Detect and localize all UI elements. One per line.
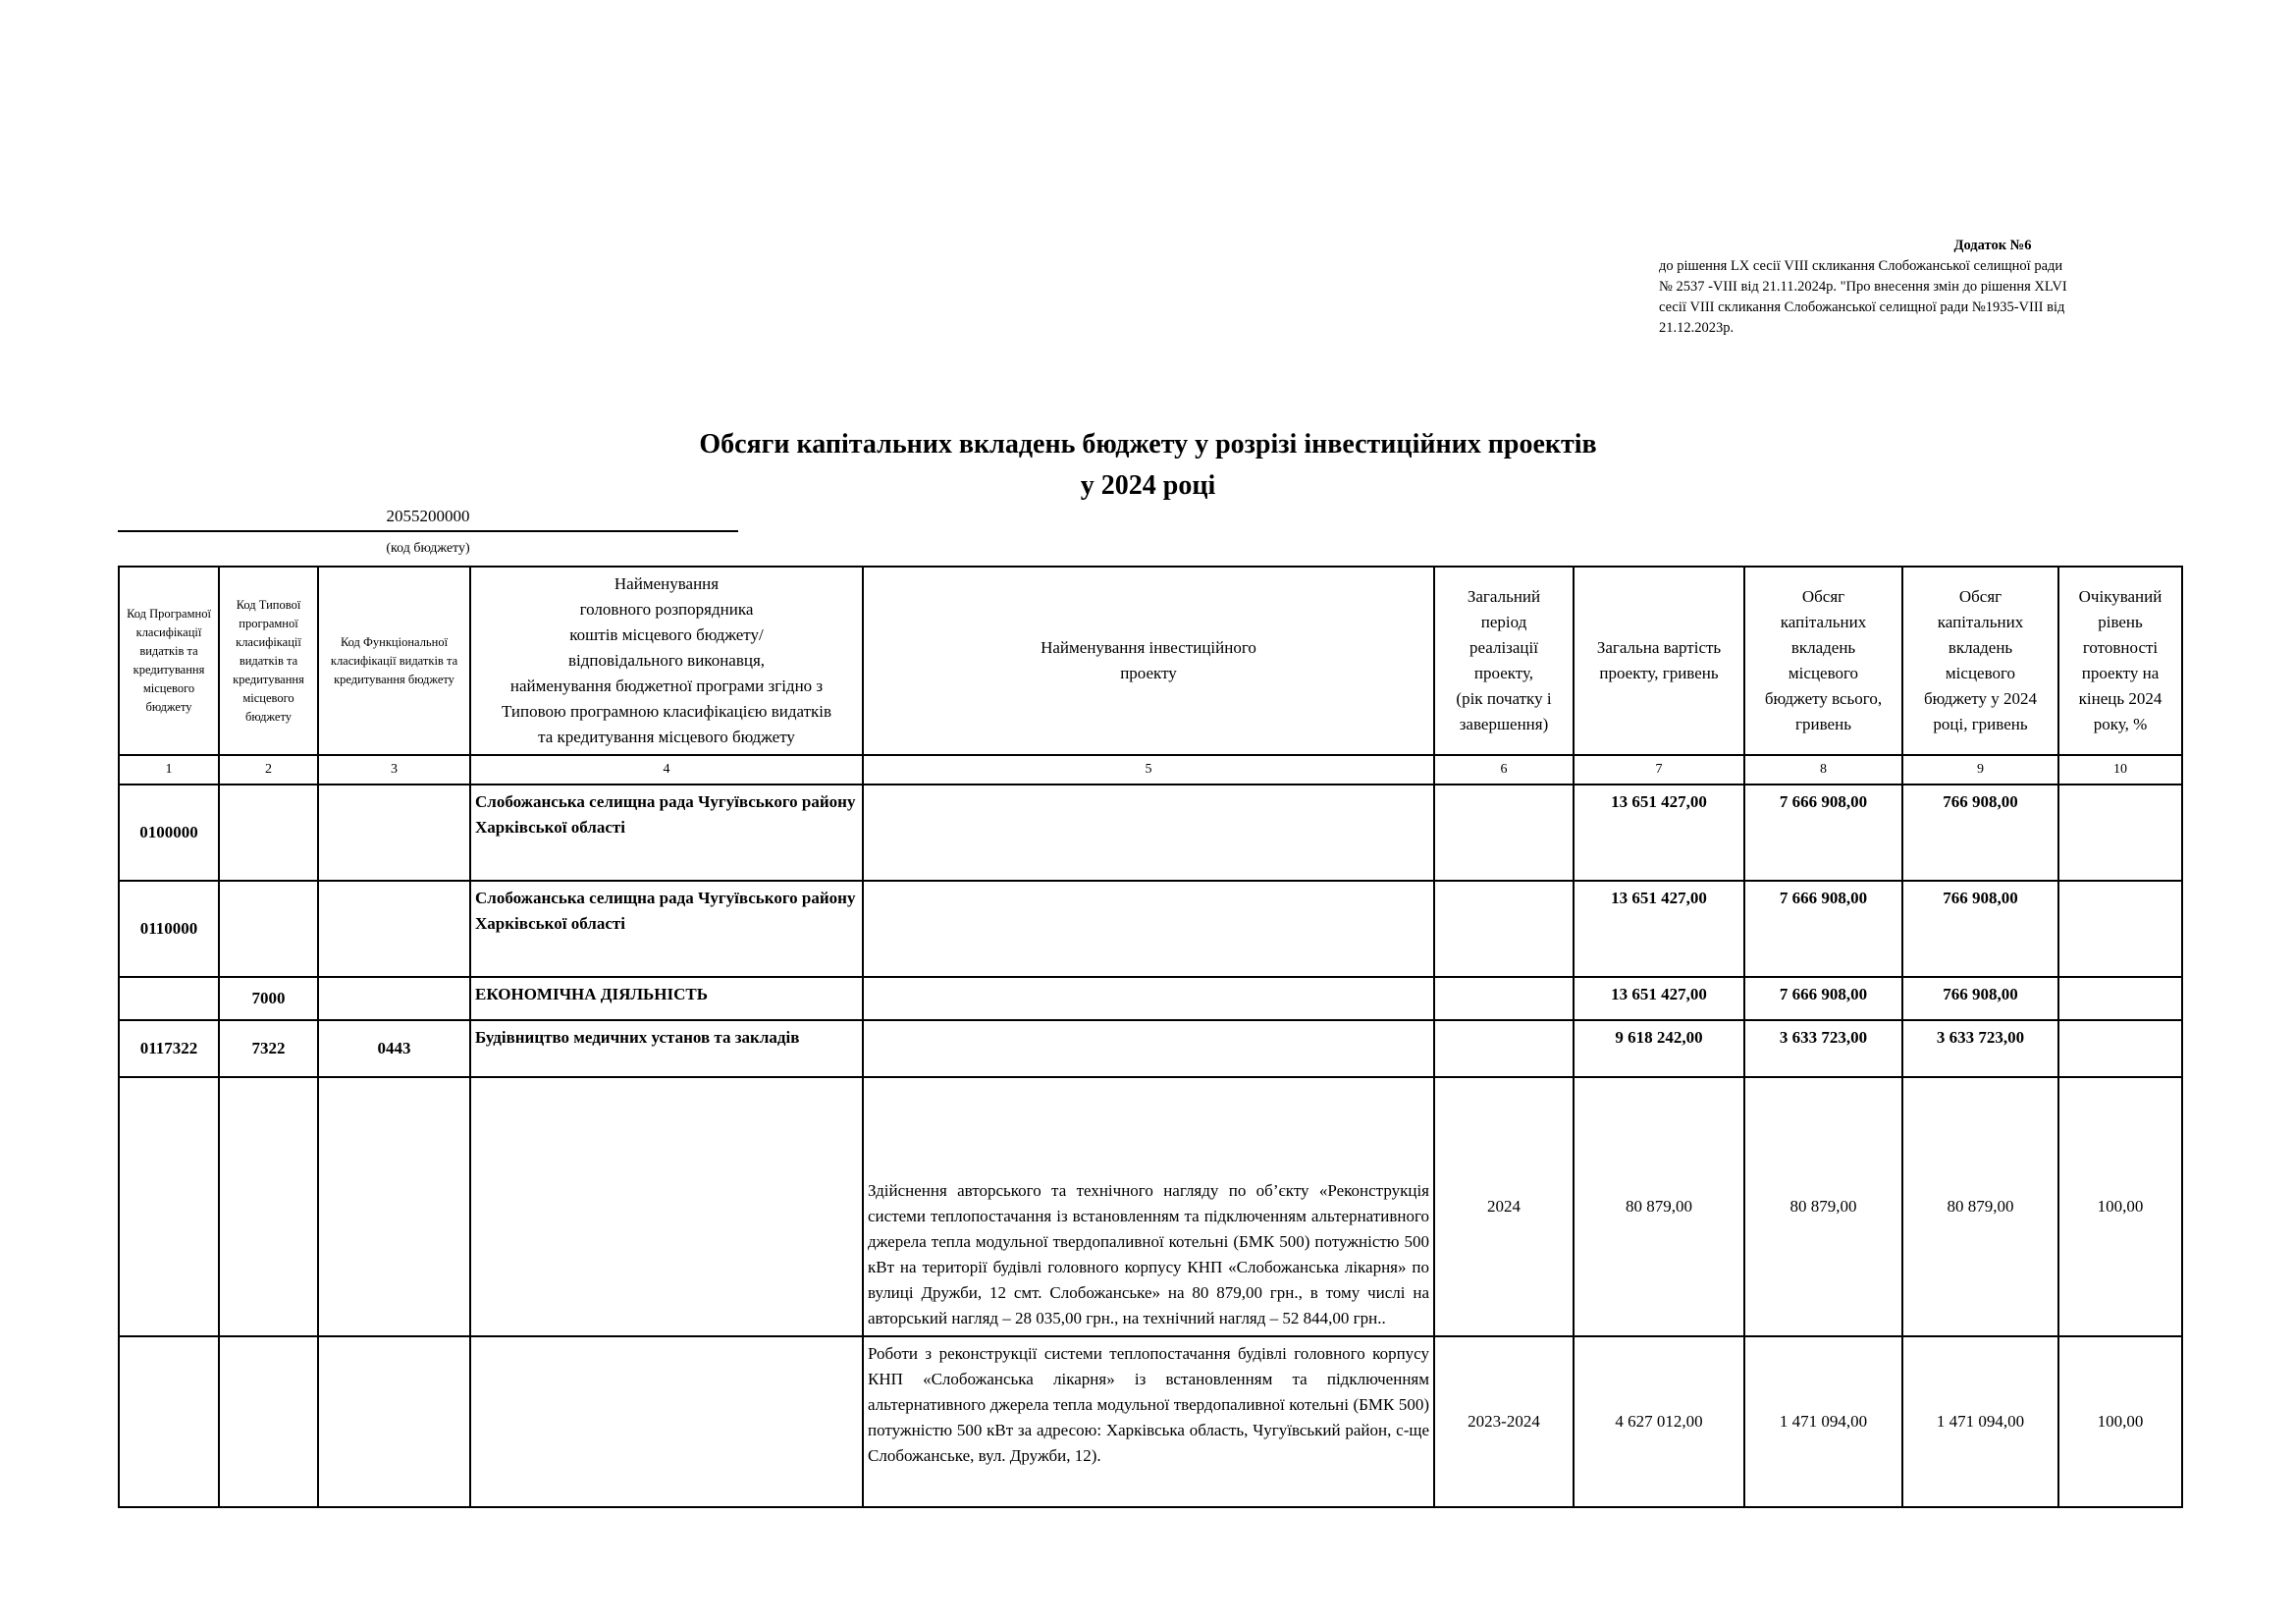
column-number: 1 [119, 755, 219, 785]
program-code [119, 977, 219, 1020]
typical-code [219, 881, 318, 977]
capital-2024: 766 908,00 [1902, 785, 2058, 881]
document-title: Обсяги капітальних вкладень бюджету у розрізі інвестиційних проектів [699, 429, 1597, 460]
project-name [863, 881, 1434, 977]
total-cost: 80 879,00 [1574, 1077, 1744, 1336]
program-code [119, 1336, 219, 1507]
readiness: 100,00 [2058, 1336, 2182, 1507]
capital-total: 80 879,00 [1744, 1077, 1902, 1336]
annex-line-1: до рішення LX сесії VIII скликання Слобожанської селищної ради [1659, 258, 2063, 274]
header-period: Загальний період реалізації проекту, (рік початку і завершення) [1434, 567, 1574, 755]
capital-total: 7 666 908,00 [1744, 977, 1902, 1020]
table-row [119, 977, 2182, 1020]
project-name: Здійснення авторського та технічного нагляду по об’єкту «Реконструкція системи теплопостачання із встановленням та підключенням альтернативного джерела тепла модульної твердопаливної котельні (БМК 500) потужністю 500 кВт на території будівлі головного корпусу КНП «Слобожанська лікарня» по вулиці Дружби, 12 смт. Слобожанське» на 80 879,00 грн., в тому числі на авторський нагляд – 28 035,00 грн., на технічний нагляд – 52 844,00 грн.. [863, 1077, 1434, 1336]
header-readiness: Очікуваний рівень готовності проекту на кінець 2024 року, % [2058, 567, 2182, 755]
capital-2024: 1 471 094,00 [1902, 1336, 2058, 1507]
project-name [863, 1020, 1434, 1077]
readiness: 100,00 [2058, 1077, 2182, 1336]
column-number: 3 [318, 755, 470, 785]
table-row [119, 881, 2182, 977]
functional-code [318, 785, 470, 881]
project-period [1434, 785, 1574, 881]
table-row [119, 1336, 2182, 1507]
annex-line-4: 21.12.2023р. [1659, 320, 1735, 336]
typical-code [219, 1077, 318, 1336]
program-code: 0100000 [119, 785, 219, 881]
functional-code [318, 881, 470, 977]
functional-code: 0443 [318, 1020, 470, 1077]
typical-code [219, 1336, 318, 1507]
functional-code [318, 977, 470, 1020]
project-period [1434, 977, 1574, 1020]
project-period: 2024 [1434, 1077, 1574, 1336]
total-cost: 13 651 427,00 [1574, 881, 1744, 977]
total-cost: 13 651 427,00 [1574, 785, 1744, 881]
total-cost: 4 627 012,00 [1574, 1336, 1744, 1507]
capital-2024: 3 633 723,00 [1902, 1020, 2058, 1077]
column-number: 7 [1574, 755, 1744, 785]
program-code: 0110000 [119, 881, 219, 977]
column-number: 4 [470, 755, 863, 785]
readiness [2058, 977, 2182, 1020]
capital-total: 7 666 908,00 [1744, 785, 1902, 881]
typical-code [219, 785, 318, 881]
capital-total: 1 471 094,00 [1744, 1336, 1902, 1507]
project-period [1434, 881, 1574, 977]
column-number: 5 [863, 755, 1434, 785]
column-number: 10 [2058, 755, 2182, 785]
row-name: Будівництво медичних установ та закладів [470, 1020, 863, 1077]
annex-block [1659, 236, 2209, 339]
capital-total: 3 633 723,00 [1744, 1020, 1902, 1077]
row-name: ЕКОНОМІЧНА ДІЯЛЬНІСТЬ [470, 977, 863, 1020]
project-period [1434, 1020, 1574, 1077]
readiness [2058, 1020, 2182, 1077]
header-capital-total: Обсяг капітальних вкладень місцевого бюджету всього, гривень [1744, 567, 1902, 755]
column-number-row [119, 755, 2182, 785]
column-number: 2 [219, 755, 318, 785]
column-number: 8 [1744, 755, 1902, 785]
project-name [863, 977, 1434, 1020]
project-period: 2023-2024 [1434, 1336, 1574, 1507]
project-name [863, 785, 1434, 881]
typical-code: 7000 [219, 977, 318, 1020]
capital-2024: 766 908,00 [1902, 977, 2058, 1020]
total-cost: 9 618 242,00 [1574, 1020, 1744, 1077]
row-name [470, 1077, 863, 1336]
annex-line-2: № 2537 -VIII від 21.11.2024р. "Про внесення змін до рішення XLVI [1659, 279, 2067, 295]
capital-2024: 80 879,00 [1902, 1077, 2058, 1336]
budget-code-caption: (код бюджету) [386, 541, 470, 556]
row-name: Слобожанська селищна рада Чугуївського району Харківської області [470, 881, 863, 977]
budget-code: 2055200000 [118, 507, 738, 532]
table-row [119, 1020, 2182, 1077]
header-capital-2024: Обсяг капітальних вкладень місцевого бюджету у 2024 році, гривень [1902, 567, 2058, 755]
annex-title: Додаток №6 [1953, 238, 2032, 253]
readiness [2058, 881, 2182, 977]
row-name: Слобожанська селищна рада Чугуївського району Харківської області [470, 785, 863, 881]
header-functional-code: Код Функціональної класифікації видатків та кредитування бюджету [318, 567, 470, 755]
column-number: 6 [1434, 755, 1574, 785]
column-number: 9 [1902, 755, 2058, 785]
table-row [119, 1077, 2182, 1336]
header-program-code: Код Програмної класифікації видатків та кредитування місцевого бюджету [119, 567, 219, 755]
investment-table [118, 566, 2183, 1508]
capital-2024: 766 908,00 [1902, 881, 2058, 977]
functional-code [318, 1336, 470, 1507]
program-code: 0117322 [119, 1020, 219, 1077]
document-title-year: у 2024 році [1080, 470, 1216, 501]
header-name: Найменування головного розпорядника коштів місцевого бюджету/ відповідального виконавця, найменування бюджетної програми згідно з Типовою програмною класифікацією видатків та кредитування місцевого бюджету [470, 567, 863, 755]
capital-total: 7 666 908,00 [1744, 881, 1902, 977]
readiness [2058, 785, 2182, 881]
row-name [470, 1336, 863, 1507]
functional-code [318, 1077, 470, 1336]
typical-code: 7322 [219, 1020, 318, 1077]
project-name: Роботи з реконструкції системи теплопостачання будівлі головного корпусу КНП «Слобожанська лікарня» із встановленням та підключенням альтернативного джерела тепла модульної твердопаливної котельні (БМК 500) потужністю 500 кВт за адресою: Харківська область, Чугуївський район, с-ще Слобожанське, вул. Дружби, 12). [863, 1336, 1434, 1507]
annex-line-3: сесії VIII скликання Слобожанської селищної ради №1935-VIII від [1659, 299, 2065, 315]
header-project-name: Найменування інвестиційного проекту [863, 567, 1434, 755]
program-code [119, 1077, 219, 1336]
table-header-row [119, 567, 2182, 755]
total-cost: 13 651 427,00 [1574, 977, 1744, 1020]
header-total-cost: Загальна вартість проекту, гривень [1574, 567, 1744, 755]
header-typical-code: Код Типової програмної класифікації видатків та кредитування місцевого бюджету [219, 567, 318, 755]
table-row [119, 785, 2182, 881]
